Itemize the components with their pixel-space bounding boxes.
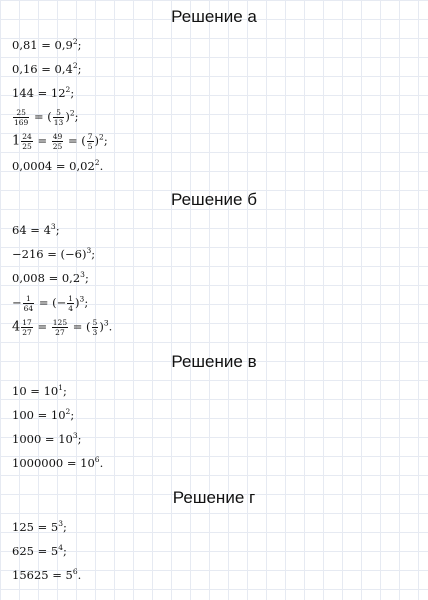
equation-b5: 4 $\frac{17}{27}$ = $\frac{125}{27}$ = ( $\frac{5}{3}$ )$^3$. — [12, 318, 113, 337]
equation-b4: − $\frac{1}{64}$ = (− $\frac{1}{4}$ )$^3$; — [12, 294, 89, 313]
equation-a6: $0,0004 = 0,02^2$. — [12, 158, 104, 173]
equation-v1: $10 = 10^1$; — [12, 383, 67, 398]
equation-a2: $0,16 = 0,4^2$; — [12, 61, 82, 76]
equation-a1: $0,81 = 0,9^2$; — [12, 37, 82, 52]
equation-a4: $\frac{25}{169}$ = ( $\frac{5}{13}$ )$^2$; — [14, 108, 79, 127]
section-title-g: Решение г — [172, 488, 256, 507]
equation-a5: 1 $\frac{24}{25}$ = $\frac{49}{25}$ = ( $\frac{7}{5}$ )$^2$; — [12, 132, 108, 151]
fraction: $\frac{24}{25}$ — [22, 132, 32, 151]
fraction: $\frac{25}{169}$ — [14, 108, 29, 127]
equation-v2: $100 = 10^2$; — [12, 407, 75, 422]
section-title-v: Решение в — [171, 352, 257, 371]
equation-g1: $125 = 5^3$; — [12, 519, 67, 534]
equation-b2: $-216 = (-6)^3$; — [12, 246, 96, 261]
equation-v3: $1000 = 10^3$; — [12, 431, 82, 446]
fraction: $\frac{125}{27}$ — [52, 318, 68, 337]
equation-g2: $625 = 5^4$; — [12, 543, 67, 558]
fraction: $\frac{7}{5}$ — [87, 132, 93, 151]
equation-a3: $144 = 12^2$; — [12, 85, 75, 100]
equation-v4: $1000000 = 10^6$. — [12, 455, 104, 470]
fraction: $\frac{1}{4}$ — [68, 294, 74, 313]
fraction: $\frac{1}{64}$ — [23, 294, 34, 313]
equation-g3: $15625 = 5^6$. — [12, 567, 82, 582]
equation-b3: $0,008 = 0,2^3$; — [12, 270, 89, 285]
fraction: $\frac{49}{25}$ — [52, 132, 63, 151]
section-title-b: Решение б — [171, 190, 257, 209]
section-title-a: Решение а — [171, 7, 257, 26]
fraction: $\frac{17}{27}$ — [22, 318, 32, 337]
fraction: $\frac{5}{13}$ — [53, 108, 64, 127]
fraction: $\frac{5}{3}$ — [92, 318, 98, 337]
equation-b1: $64 = 4^3$; — [12, 222, 60, 237]
